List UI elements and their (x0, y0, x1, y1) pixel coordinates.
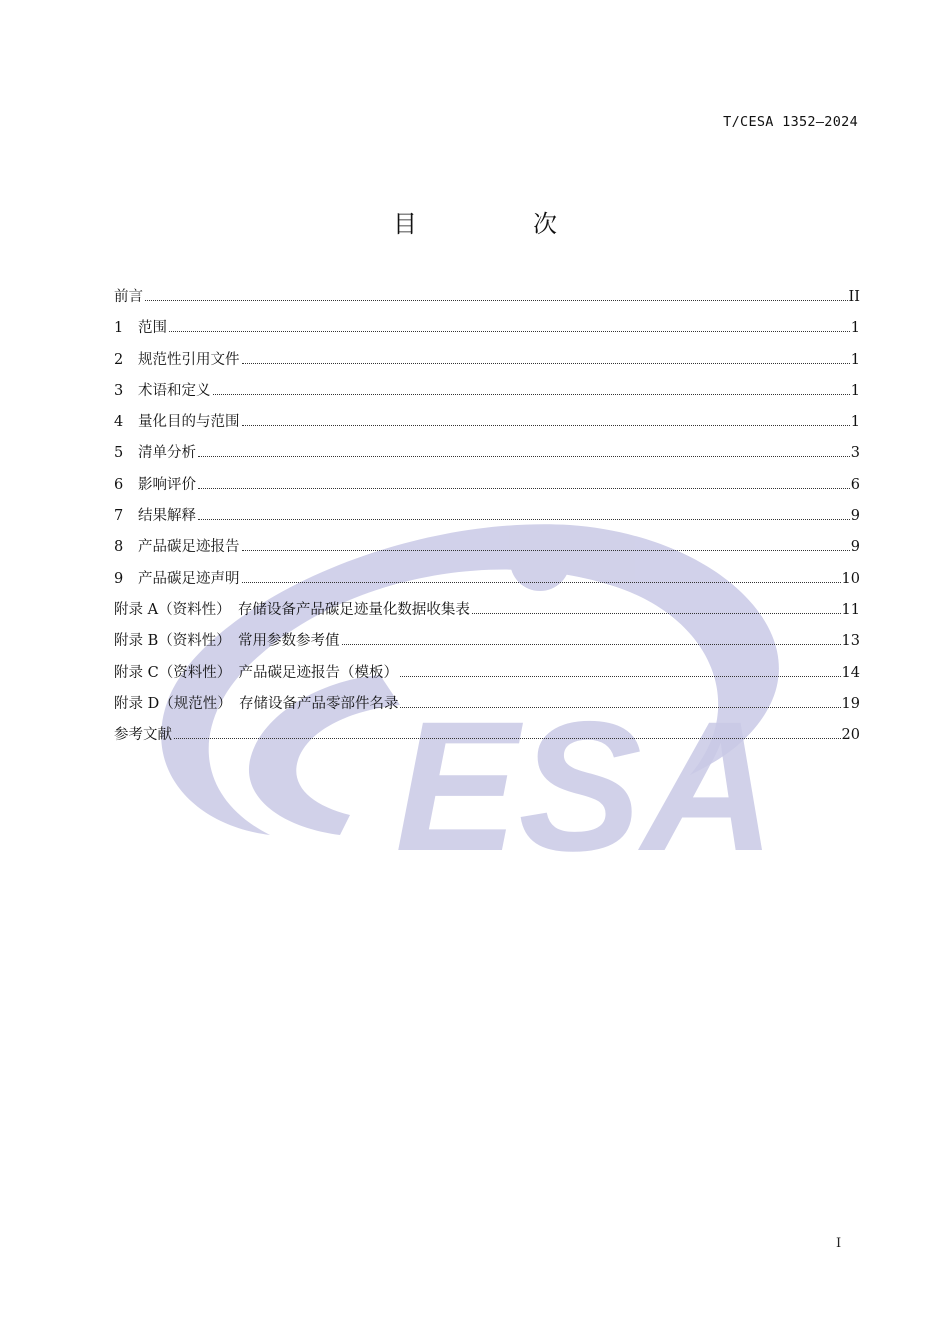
toc-entry-page: 13 (841, 633, 860, 650)
toc-dot-leader (242, 363, 850, 364)
toc-entry-page: 1 (850, 351, 860, 368)
page-title: 目 次 (393, 210, 603, 238)
toc-entry-page: 9 (850, 508, 860, 525)
toc-dot-leader (472, 613, 841, 614)
toc-entry-page: 1 (850, 382, 860, 399)
toc-entry-number: 3 (114, 382, 124, 399)
toc-dot-leader (198, 519, 850, 520)
toc-entry-label: 量化目的与范围 (138, 414, 240, 431)
toc-entry-page: 14 (841, 664, 860, 681)
toc-entry-number: 6 (114, 476, 124, 493)
toc-entry[interactable] (114, 662, 860, 693)
toc-entry-label: 规范性引用文件 (138, 351, 240, 368)
toc-entry[interactable] (114, 505, 860, 536)
toc-dot-leader (400, 707, 840, 708)
toc-dot-leader (174, 738, 841, 739)
toc-entry-label: 清单分析 (138, 445, 196, 462)
toc-entry[interactable] (114, 442, 860, 473)
standard-code: T/CESA 1352—2024 (723, 114, 858, 130)
watermark-text: ESA (395, 684, 776, 865)
toc-entry[interactable] (114, 599, 860, 630)
toc-entry-number: 5 (114, 445, 124, 462)
toc-entry-page: 11 (841, 601, 860, 618)
toc-entry-page: 1 (850, 320, 860, 337)
table-of-contents (114, 286, 860, 755)
toc-entry-number: 1 (114, 320, 124, 337)
toc-entry-number: 4 (114, 414, 124, 431)
toc-entry[interactable] (114, 474, 860, 505)
toc-entry-number: 9 (114, 570, 124, 587)
toc-entry-label: 范围 (138, 320, 167, 337)
toc-entry-label: 术语和定义 (138, 382, 211, 399)
toc-entry-label: 产品碳足迹声明 (138, 570, 240, 587)
toc-entry[interactable] (114, 380, 860, 411)
toc-dot-leader (145, 300, 848, 301)
toc-entry[interactable] (114, 536, 860, 567)
toc-dot-leader (213, 394, 850, 395)
toc-dot-leader (198, 456, 850, 457)
toc-entry-label: 附录 D（规范性） 存储设备产品零部件名录 (114, 695, 399, 712)
page-number: I (836, 1236, 842, 1251)
toc-dot-leader (198, 488, 850, 489)
toc-dot-leader (242, 582, 841, 583)
toc-entry-label: 附录 A（资料性） 存储设备产品碳足迹量化数据收集表 (114, 601, 470, 618)
toc-entry[interactable] (114, 317, 860, 348)
toc-entry[interactable] (114, 724, 860, 755)
toc-entry[interactable] (114, 693, 860, 724)
toc-entry-label: 附录 B（资料性） 常用参数参考值 (114, 633, 340, 650)
toc-entry-page: 6 (850, 476, 860, 493)
toc-entry-number: 7 (114, 508, 124, 525)
toc-dot-leader (169, 331, 850, 332)
toc-entry-label: 产品碳足迹报告 (138, 539, 240, 556)
toc-entry-number: 2 (114, 351, 124, 368)
toc-entry-label: 结果解释 (138, 508, 196, 525)
toc-dot-leader (342, 644, 841, 645)
toc-entry-label: 前言 (114, 289, 143, 305)
toc-entry-page: 10 (841, 570, 860, 587)
toc-entry[interactable] (114, 286, 860, 317)
toc-entry-label: 影响评价 (138, 476, 196, 493)
toc-dot-leader (242, 425, 850, 426)
toc-entry-page: II (848, 289, 860, 305)
toc-entry[interactable] (114, 349, 860, 380)
toc-entry[interactable] (114, 630, 860, 661)
toc-entry[interactable] (114, 568, 860, 599)
toc-entry-page: 9 (850, 539, 860, 556)
toc-entry-page: 19 (841, 695, 860, 712)
toc-entry[interactable] (114, 411, 860, 442)
toc-entry-label: 附录 C（资料性） 产品碳足迹报告（模板） (114, 664, 398, 681)
toc-dot-leader (242, 550, 850, 551)
toc-entry-page: 3 (850, 445, 860, 462)
toc-dot-leader (400, 676, 841, 677)
toc-entry-page: 20 (841, 727, 860, 744)
toc-entry-number: 8 (114, 539, 124, 556)
toc-entry-page: 1 (850, 414, 860, 431)
toc-entry-label: 参考文献 (114, 727, 172, 744)
